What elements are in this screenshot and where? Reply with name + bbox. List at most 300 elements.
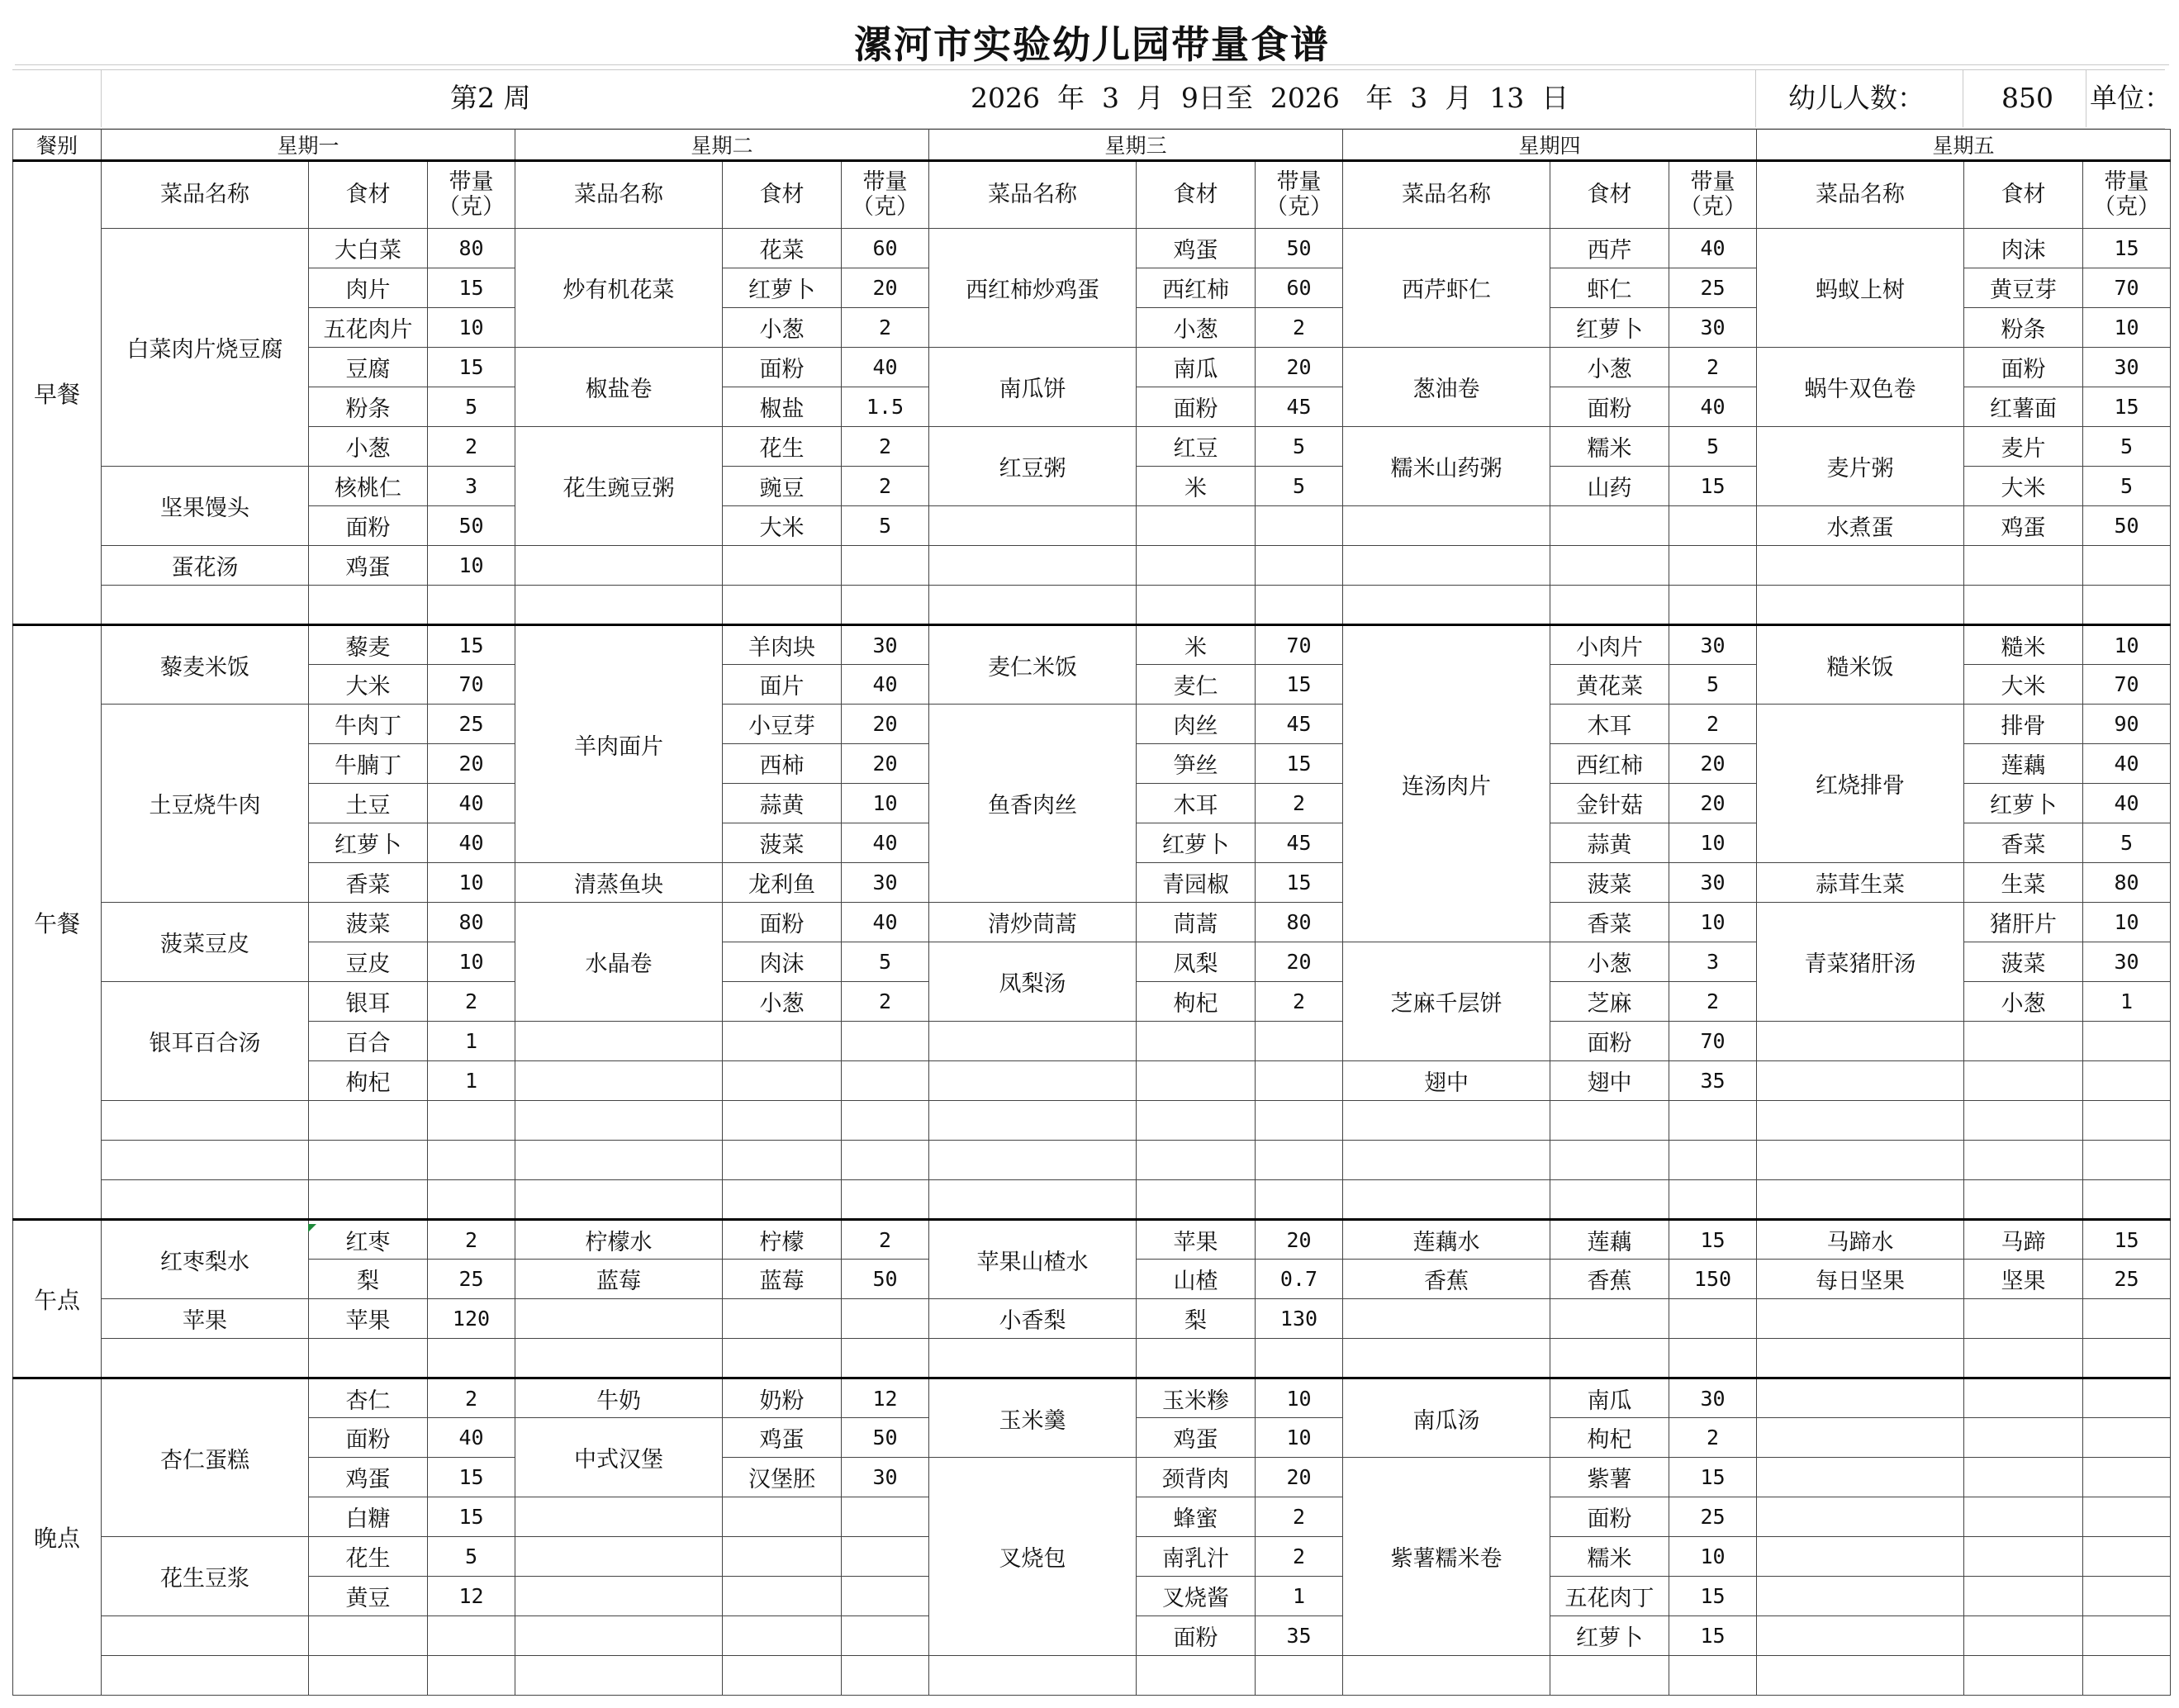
empty-cell bbox=[1256, 1180, 1343, 1220]
empty-cell bbox=[1343, 1656, 1550, 1696]
amount: 30 bbox=[1669, 308, 1757, 348]
ingredient: 山药 bbox=[1550, 467, 1669, 506]
week-label: 第2 周 bbox=[450, 82, 531, 114]
empty-cell bbox=[2083, 1378, 2171, 1418]
empty-cell bbox=[1256, 1061, 1343, 1101]
dish-name: 青菜猪肝汤 bbox=[1757, 903, 1964, 1022]
empty-cell bbox=[1137, 1656, 1256, 1696]
amount: 50 bbox=[428, 506, 515, 546]
amount: 15 bbox=[1669, 467, 1757, 506]
amount: 15 bbox=[2083, 1220, 2171, 1260]
amount: 5 bbox=[428, 387, 515, 427]
ingredient: 面粉 bbox=[1550, 387, 1669, 427]
amount: 10 bbox=[2083, 903, 2171, 942]
empty-cell bbox=[1964, 1616, 2083, 1656]
empty-cell bbox=[1256, 1022, 1343, 1061]
dish-name: 凤梨汤 bbox=[929, 942, 1137, 1022]
empty-cell bbox=[929, 1656, 1137, 1696]
amount: 20 bbox=[1256, 1458, 1343, 1497]
menu-table bbox=[12, 129, 2171, 1696]
ingredient: 青园椒 bbox=[1137, 863, 1256, 903]
ingredient: 芝麻 bbox=[1550, 982, 1669, 1022]
empty-cell bbox=[842, 1061, 929, 1101]
amount: 30 bbox=[2083, 348, 2171, 387]
dish-name: 糯米山药粥 bbox=[1343, 427, 1550, 506]
amount: 80 bbox=[2083, 863, 2171, 903]
amount: 2 bbox=[1256, 308, 1343, 348]
ingredient: 红薯面 bbox=[1964, 387, 2083, 427]
amount: 45 bbox=[1256, 387, 1343, 427]
amount: 30 bbox=[2083, 942, 2171, 982]
ingredient: 生菜 bbox=[1964, 863, 2083, 903]
dish-name: 蒜茸生菜 bbox=[1757, 863, 1964, 903]
amount: 50 bbox=[1256, 229, 1343, 268]
empty-cell bbox=[515, 1577, 723, 1616]
amount: 10 bbox=[1669, 1537, 1757, 1577]
amount: 25 bbox=[428, 1260, 515, 1299]
amount: 120 bbox=[428, 1299, 515, 1339]
dish-name: 苹果 bbox=[102, 1299, 309, 1339]
dish-column-header: 菜品名称 bbox=[515, 161, 723, 229]
empty-cell bbox=[1757, 1299, 1964, 1339]
day-header: 星期五 bbox=[1757, 130, 2171, 161]
ingredient: 红枣 bbox=[309, 1220, 428, 1260]
amount: 40 bbox=[1669, 387, 1757, 427]
ingredient: 羊肉块 bbox=[723, 625, 842, 665]
amount: 70 bbox=[2083, 268, 2171, 308]
amount: 20 bbox=[1256, 348, 1343, 387]
empty-cell bbox=[1550, 1656, 1669, 1696]
amount: 15 bbox=[2083, 229, 2171, 268]
ingredient: 土豆 bbox=[309, 784, 428, 823]
empty-cell bbox=[723, 1656, 842, 1696]
ingredient-column-header: 食材 bbox=[1964, 161, 2083, 229]
ingredient: 小豆芽 bbox=[723, 705, 842, 744]
ingredient: 肉沫 bbox=[723, 942, 842, 982]
empty-cell bbox=[1757, 1458, 1964, 1497]
amount: 25 bbox=[1669, 268, 1757, 308]
ingredient: 排骨 bbox=[1964, 705, 2083, 744]
dish-name: 土豆烧牛肉 bbox=[102, 705, 309, 903]
amount: 15 bbox=[428, 625, 515, 665]
ingredient-column-header: 食材 bbox=[723, 161, 842, 229]
empty-cell bbox=[1669, 1141, 1757, 1180]
amount: 40 bbox=[842, 348, 929, 387]
empty-cell bbox=[1256, 1101, 1343, 1141]
empty-cell bbox=[2083, 1616, 2171, 1656]
empty-cell bbox=[842, 546, 929, 586]
empty-cell bbox=[309, 1180, 428, 1220]
amount: 10 bbox=[2083, 308, 2171, 348]
ingredient: 小肉片 bbox=[1550, 625, 1669, 665]
amount: 5 bbox=[1256, 467, 1343, 506]
amount: 15 bbox=[428, 1497, 515, 1537]
empty-cell bbox=[1964, 1497, 2083, 1537]
empty-cell bbox=[1669, 546, 1757, 586]
amount: 5 bbox=[1256, 427, 1343, 467]
ingredient: 红豆 bbox=[1137, 427, 1256, 467]
empty-cell bbox=[2083, 1141, 2171, 1180]
ingredient: 银耳 bbox=[309, 982, 428, 1022]
amount: 50 bbox=[842, 1418, 929, 1458]
ingredient: 花菜 bbox=[723, 229, 842, 268]
empty-cell bbox=[929, 546, 1137, 586]
empty-cell bbox=[1669, 1180, 1757, 1220]
empty-cell bbox=[1256, 1339, 1343, 1378]
ingredient: 菠菜 bbox=[1964, 942, 2083, 982]
empty-cell bbox=[929, 1180, 1137, 1220]
amount: 30 bbox=[842, 625, 929, 665]
amount: 3 bbox=[1669, 942, 1757, 982]
ingredient: 小葱 bbox=[1964, 982, 2083, 1022]
empty-cell bbox=[1757, 1418, 1964, 1458]
empty-cell bbox=[1757, 586, 1964, 625]
dish-name: 紫薯糯米卷 bbox=[1343, 1458, 1550, 1656]
amount-column-header: 带量（克） bbox=[1669, 161, 1757, 229]
ingredient: 面片 bbox=[723, 665, 842, 705]
info-divider bbox=[101, 69, 102, 127]
empty-cell bbox=[515, 1656, 723, 1696]
empty-cell bbox=[515, 1101, 723, 1141]
amount: 35 bbox=[1669, 1061, 1757, 1101]
amount: 70 bbox=[428, 665, 515, 705]
ingredient: 米 bbox=[1137, 467, 1256, 506]
ingredient: 面粉 bbox=[1550, 1022, 1669, 1061]
child-count-value: 850 bbox=[2001, 82, 2053, 114]
ingredient: 蓝莓 bbox=[723, 1260, 842, 1299]
empty-cell bbox=[723, 1339, 842, 1378]
empty-cell bbox=[1669, 506, 1757, 546]
dish-name: 蓝莓 bbox=[515, 1260, 723, 1299]
amount: 60 bbox=[1256, 268, 1343, 308]
empty-cell bbox=[929, 1339, 1137, 1378]
ingredient: 蒜黄 bbox=[1550, 823, 1669, 863]
empty-cell bbox=[1550, 506, 1669, 546]
amount-column-header: 带量（克） bbox=[842, 161, 929, 229]
dish-name: 白菜肉片烧豆腐 bbox=[102, 229, 309, 467]
amount: 5 bbox=[842, 506, 929, 546]
amount: 2 bbox=[1256, 1497, 1343, 1537]
ingredient: 大米 bbox=[309, 665, 428, 705]
ingredient: 大白菜 bbox=[309, 229, 428, 268]
amount: 2 bbox=[1669, 982, 1757, 1022]
empty-cell bbox=[1964, 1061, 2083, 1101]
dish-name: 西芹虾仁 bbox=[1343, 229, 1550, 348]
empty-cell bbox=[1343, 546, 1550, 586]
amount: 15 bbox=[2083, 387, 2171, 427]
day-header: 星期一 bbox=[102, 130, 515, 161]
meal-label: 晚点 bbox=[13, 1378, 102, 1696]
amount: 15 bbox=[1669, 1458, 1757, 1497]
ingredient: 黄豆芽 bbox=[1964, 268, 2083, 308]
dish-name: 糙米饭 bbox=[1757, 625, 1964, 705]
ingredient: 大米 bbox=[1964, 467, 2083, 506]
empty-cell bbox=[723, 1497, 842, 1537]
ingredient: 猪肝片 bbox=[1964, 903, 2083, 942]
ingredient: 柠檬 bbox=[723, 1220, 842, 1260]
amount: 2 bbox=[842, 467, 929, 506]
amount: 10 bbox=[1256, 1378, 1343, 1418]
ingredient: 苹果 bbox=[309, 1299, 428, 1339]
ingredient: 木耳 bbox=[1137, 784, 1256, 823]
empty-cell bbox=[1256, 546, 1343, 586]
empty-cell bbox=[723, 1101, 842, 1141]
amount: 12 bbox=[428, 1577, 515, 1616]
amount: 2 bbox=[1256, 1537, 1343, 1577]
empty-cell bbox=[1137, 1141, 1256, 1180]
ingredient: 小葱 bbox=[309, 427, 428, 467]
amount: 40 bbox=[428, 1418, 515, 1458]
ingredient: 椒盐 bbox=[723, 387, 842, 427]
amount: 40 bbox=[428, 823, 515, 863]
empty-cell bbox=[2083, 546, 2171, 586]
ingredient: 凤梨 bbox=[1137, 942, 1256, 982]
ingredient: 西柿 bbox=[723, 744, 842, 784]
ingredient: 虾仁 bbox=[1550, 268, 1669, 308]
ingredient: 牛腩丁 bbox=[309, 744, 428, 784]
amount: 20 bbox=[1256, 1220, 1343, 1260]
dish-name: 苹果山楂水 bbox=[929, 1220, 1137, 1299]
amount: 5 bbox=[2083, 467, 2171, 506]
ingredient: 汉堡胚 bbox=[723, 1458, 842, 1497]
dish-name: 麦仁米饭 bbox=[929, 625, 1137, 705]
ingredient-column-header: 食材 bbox=[309, 161, 428, 229]
amount: 70 bbox=[1256, 625, 1343, 665]
ingredient: 叉烧酱 bbox=[1137, 1577, 1256, 1616]
empty-cell bbox=[515, 1616, 723, 1656]
empty-cell bbox=[1550, 1180, 1669, 1220]
empty-cell bbox=[515, 1180, 723, 1220]
amount: 20 bbox=[842, 744, 929, 784]
ingredient: 糯米 bbox=[1550, 1537, 1669, 1577]
amount: 25 bbox=[1669, 1497, 1757, 1537]
empty-cell bbox=[102, 1180, 309, 1220]
empty-cell bbox=[1550, 1299, 1669, 1339]
dish-name: 玉米羹 bbox=[929, 1378, 1137, 1458]
empty-cell bbox=[428, 1616, 515, 1656]
ingredient: 豌豆 bbox=[723, 467, 842, 506]
ingredient: 枸杞 bbox=[1137, 982, 1256, 1022]
empty-cell bbox=[1137, 1180, 1256, 1220]
ingredient: 西芹 bbox=[1550, 229, 1669, 268]
ingredient: 糙米 bbox=[1964, 625, 2083, 665]
empty-cell bbox=[842, 1022, 929, 1061]
dish-name: 水煮蛋 bbox=[1757, 506, 1964, 546]
empty-cell bbox=[1550, 1141, 1669, 1180]
ingredient: 红萝卜 bbox=[723, 268, 842, 308]
dish-column-header: 菜品名称 bbox=[102, 161, 309, 229]
empty-cell bbox=[723, 1577, 842, 1616]
ingredient: 菠菜 bbox=[723, 823, 842, 863]
empty-cell bbox=[723, 1180, 842, 1220]
empty-cell bbox=[929, 1061, 1137, 1101]
empty-cell bbox=[2083, 1497, 2171, 1537]
ingredient: 菠菜 bbox=[1550, 863, 1669, 903]
child-count-label: 幼儿人数： bbox=[1788, 82, 1925, 114]
ingredient-column-header: 食材 bbox=[1550, 161, 1669, 229]
empty-cell bbox=[842, 586, 929, 625]
ingredient: 梨 bbox=[1137, 1299, 1256, 1339]
amount: 40 bbox=[2083, 744, 2171, 784]
dish-name: 翅中 bbox=[1343, 1061, 1550, 1101]
amount: 20 bbox=[1669, 784, 1757, 823]
amount: 40 bbox=[842, 903, 929, 942]
empty-cell bbox=[1757, 1616, 1964, 1656]
amount: 35 bbox=[1256, 1616, 1343, 1656]
dish-name: 小香梨 bbox=[929, 1299, 1137, 1339]
amount: 70 bbox=[2083, 665, 2171, 705]
dish-name: 藜麦米饭 bbox=[102, 625, 309, 705]
dish-name: 莲藕水 bbox=[1343, 1220, 1550, 1260]
ingredient: 颈背肉 bbox=[1137, 1458, 1256, 1497]
empty-cell bbox=[309, 586, 428, 625]
amount: 2 bbox=[1256, 784, 1343, 823]
empty-cell bbox=[1964, 1101, 2083, 1141]
ingredient: 肉片 bbox=[309, 268, 428, 308]
amount: 3 bbox=[428, 467, 515, 506]
amount: 15 bbox=[1669, 1577, 1757, 1616]
amount: 2 bbox=[428, 1378, 515, 1418]
empty-cell bbox=[842, 1101, 929, 1141]
ingredient: 大米 bbox=[1964, 665, 2083, 705]
amount: 45 bbox=[1256, 705, 1343, 744]
empty-cell bbox=[102, 1141, 309, 1180]
empty-cell bbox=[2083, 1656, 2171, 1696]
empty-cell bbox=[1343, 1339, 1550, 1378]
empty-cell bbox=[1256, 506, 1343, 546]
ingredient: 莲藕 bbox=[1550, 1220, 1669, 1260]
empty-cell bbox=[1757, 1378, 1964, 1418]
amount: 80 bbox=[1256, 903, 1343, 942]
ingredient: 米 bbox=[1137, 625, 1256, 665]
dish-column-header: 菜品名称 bbox=[1757, 161, 1964, 229]
dish-column-header: 菜品名称 bbox=[929, 161, 1137, 229]
dish-name: 清蒸鱼块 bbox=[515, 863, 723, 903]
ingredient: 红萝卜 bbox=[1964, 784, 2083, 823]
dish-name: 蛋花汤 bbox=[102, 546, 309, 586]
empty-cell bbox=[1137, 1101, 1256, 1141]
ingredient: 面粉 bbox=[1137, 387, 1256, 427]
empty-cell bbox=[2083, 1537, 2171, 1577]
empty-cell bbox=[723, 1537, 842, 1577]
ingredient: 小葱 bbox=[1550, 942, 1669, 982]
ingredient: 南瓜 bbox=[1137, 348, 1256, 387]
ingredient: 粉条 bbox=[1964, 308, 2083, 348]
empty-cell bbox=[723, 586, 842, 625]
ingredient: 坚果 bbox=[1964, 1260, 2083, 1299]
empty-cell bbox=[2083, 1180, 2171, 1220]
empty-cell bbox=[309, 1616, 428, 1656]
amount: 30 bbox=[842, 1458, 929, 1497]
empty-cell bbox=[842, 1339, 929, 1378]
dish-name: 蚂蚁上树 bbox=[1757, 229, 1964, 348]
amount: 5 bbox=[2083, 823, 2171, 863]
ingredient: 香蕉 bbox=[1550, 1260, 1669, 1299]
page-title: 漯河市实验幼儿园带量食谱 bbox=[15, 15, 2169, 65]
cell-comment-marker bbox=[308, 1224, 316, 1232]
amount-column-header: 带量（克） bbox=[2083, 161, 2171, 229]
empty-cell bbox=[428, 1339, 515, 1378]
dish-name: 鱼香肉丝 bbox=[929, 705, 1137, 903]
empty-cell bbox=[1964, 586, 2083, 625]
amount: 30 bbox=[1669, 863, 1757, 903]
ingredient: 南乳汁 bbox=[1137, 1537, 1256, 1577]
empty-cell bbox=[1137, 586, 1256, 625]
ingredient: 粉条 bbox=[309, 387, 428, 427]
dish-name: 杏仁蛋糕 bbox=[102, 1378, 309, 1537]
ingredient: 面粉 bbox=[1550, 1497, 1669, 1537]
dish-name: 南瓜汤 bbox=[1343, 1378, 1550, 1458]
empty-cell bbox=[428, 1656, 515, 1696]
empty-cell bbox=[102, 1101, 309, 1141]
amount: 5 bbox=[428, 1537, 515, 1577]
empty-cell bbox=[1964, 1656, 2083, 1696]
amount: 2 bbox=[842, 1220, 929, 1260]
empty-cell bbox=[102, 1656, 309, 1696]
meal-column-header: 餐别 bbox=[13, 130, 102, 161]
amount: 0.7 bbox=[1256, 1260, 1343, 1299]
ingredient: 小葱 bbox=[1137, 308, 1256, 348]
dish-name: 花生豆浆 bbox=[102, 1537, 309, 1616]
unit-label: 单位： bbox=[2090, 82, 2172, 114]
amount: 60 bbox=[842, 229, 929, 268]
empty-cell bbox=[1757, 546, 1964, 586]
empty-cell bbox=[929, 586, 1137, 625]
amount: 25 bbox=[428, 705, 515, 744]
ingredient: 白糖 bbox=[309, 1497, 428, 1537]
dish-name: 每日坚果 bbox=[1757, 1260, 1964, 1299]
amount: 10 bbox=[842, 784, 929, 823]
empty-cell bbox=[2083, 1458, 2171, 1497]
amount: 150 bbox=[1669, 1260, 1757, 1299]
dish-name: 葱油卷 bbox=[1343, 348, 1550, 427]
amount: 2 bbox=[428, 427, 515, 467]
ingredient: 红萝卜 bbox=[309, 823, 428, 863]
empty-cell bbox=[1550, 1101, 1669, 1141]
empty-cell bbox=[1137, 506, 1256, 546]
day-header: 星期三 bbox=[929, 130, 1343, 161]
empty-cell bbox=[842, 1537, 929, 1577]
amount: 2 bbox=[842, 427, 929, 467]
empty-cell bbox=[1964, 1022, 2083, 1061]
ingredient: 肉沫 bbox=[1964, 229, 2083, 268]
empty-cell bbox=[1669, 1339, 1757, 1378]
amount: 1 bbox=[428, 1061, 515, 1101]
ingredient: 豆皮 bbox=[309, 942, 428, 982]
ingredient: 南瓜 bbox=[1550, 1378, 1669, 1418]
day-header: 星期四 bbox=[1343, 130, 1757, 161]
date-range: 2026 年 3 月 9日至 2026 年 3 月 13 日 bbox=[971, 82, 1569, 114]
meal-label: 午点 bbox=[13, 1220, 102, 1378]
dish-name: 蜗牛双色卷 bbox=[1757, 348, 1964, 427]
ingredient: 鸡蛋 bbox=[309, 546, 428, 586]
empty-cell bbox=[1964, 1577, 2083, 1616]
empty-cell bbox=[1757, 1577, 1964, 1616]
empty-cell bbox=[842, 1497, 929, 1537]
ingredient: 笋丝 bbox=[1137, 744, 1256, 784]
amount: 2 bbox=[1669, 1418, 1757, 1458]
empty-cell bbox=[1757, 1141, 1964, 1180]
empty-cell bbox=[515, 1299, 723, 1339]
dish-name: 麦片粥 bbox=[1757, 427, 1964, 506]
empty-cell bbox=[1757, 1101, 1964, 1141]
empty-cell bbox=[1550, 1339, 1669, 1378]
amount: 20 bbox=[1256, 942, 1343, 982]
empty-cell bbox=[1757, 1339, 1964, 1378]
empty-cell bbox=[842, 1299, 929, 1339]
empty-cell bbox=[1964, 1458, 2083, 1497]
amount-column-header: 带量（克） bbox=[428, 161, 515, 229]
